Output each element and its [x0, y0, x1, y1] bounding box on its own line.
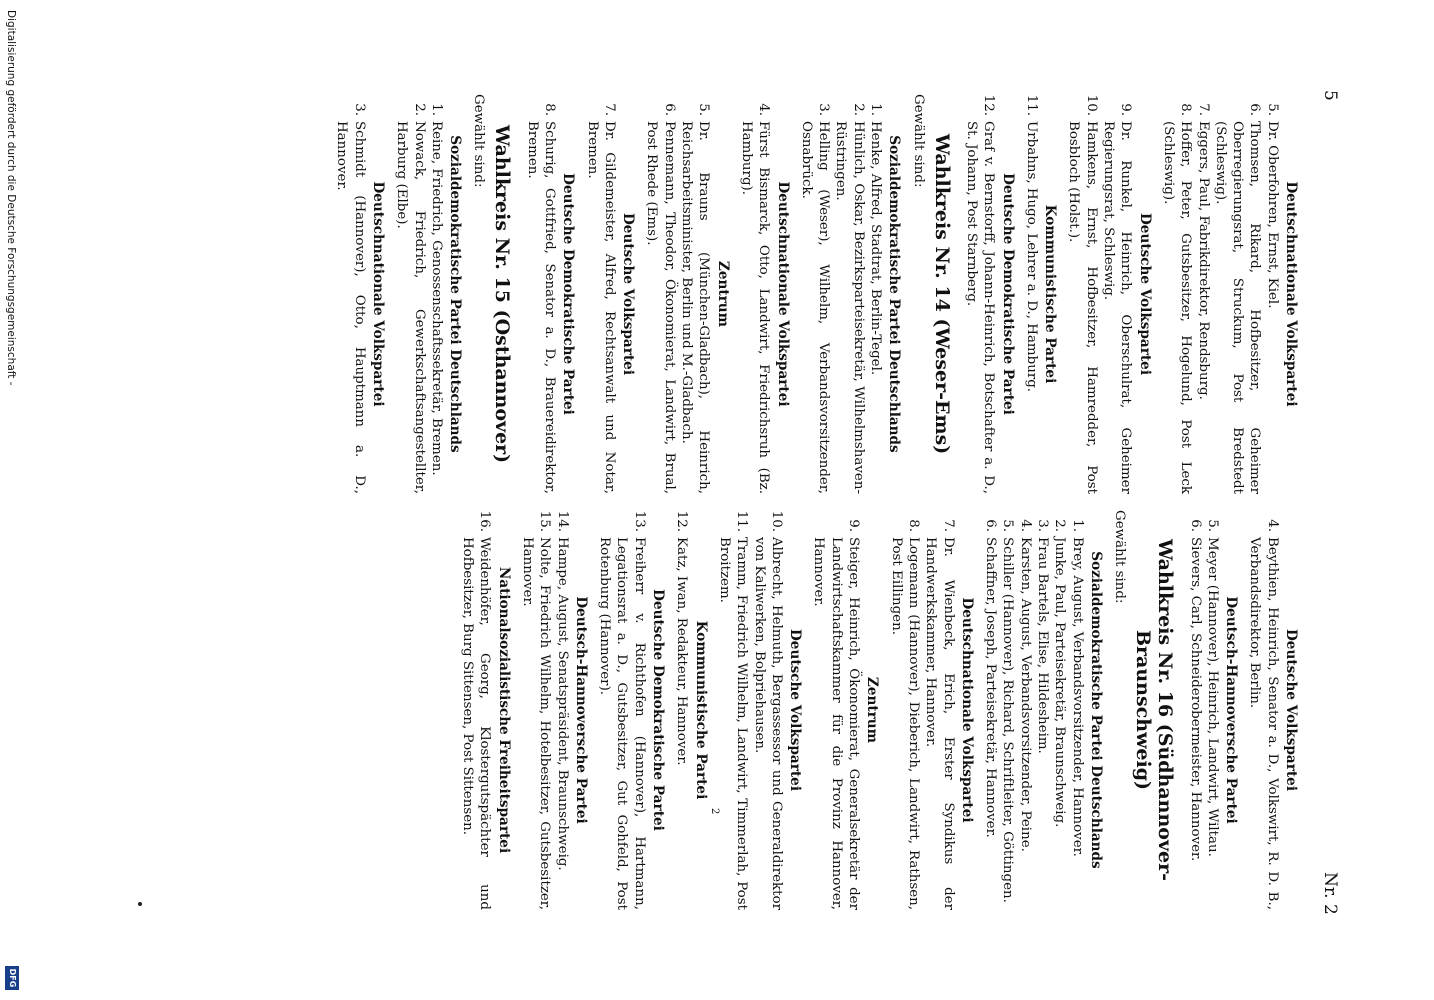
entry-number: 1.: [1069, 519, 1085, 532]
entry-number: 4.: [1264, 519, 1280, 532]
list-item: [1034, 510, 1051, 910]
list-item: [1204, 510, 1221, 910]
entry-text: Steiger, Heinrich, Ökonomierat, Generalsekretär der Landwirtschaftskammer für die Provinz Hannover, Hannover.: [811, 537, 862, 910]
party-heading: Deutsche Demokratische Partei: [999, 173, 1016, 415]
list-item: [1100, 94, 1135, 494]
digitization-note: [0, 0, 22, 1000]
list-item: [643, 94, 678, 494]
entry-number: 11.: [734, 510, 750, 532]
party-heading: Deutsch-Hannoversche Partei: [1223, 596, 1240, 824]
entry-text: Schaffner, Joseph, Parteisekretär, Hannover.: [983, 537, 999, 838]
entry-number: 3.: [816, 103, 832, 116]
entry-text: Dr. Runkel, Heinrich, Oberschulrat, Geheimer Regierungsrat, Schleswig.: [1101, 121, 1134, 494]
entry-text: Eggers, Paul, Fabrikdirektor, Rendsburg.: [1195, 121, 1211, 400]
entry-text: Katz, Iwan, Redakteur, Hannover.: [674, 537, 690, 766]
party-heading: Zentrum: [864, 676, 881, 744]
entry-number: 9.: [1118, 103, 1134, 116]
entry-number: 5.: [696, 103, 712, 116]
entry-number: 15.: [537, 510, 553, 532]
entry-number: 11.: [1023, 94, 1039, 116]
entry-number: 5.: [1000, 519, 1016, 532]
list-item: [523, 94, 558, 494]
list-item: [1051, 510, 1068, 910]
party-heading: Deutschnationale Volkspartei: [1283, 181, 1299, 407]
entry-number: 8.: [1178, 103, 1194, 116]
entry-number: 7.: [1195, 103, 1211, 116]
party-heading: Nationalsozialistische Freiheitspartei: [495, 566, 512, 854]
entry-number: 7.: [601, 103, 617, 116]
entry-number: 12.: [674, 510, 690, 532]
entry-text: Helling (Weser), Wilhelm, Verbandsvorsitzender, Osnabrück.: [798, 121, 832, 494]
list-item: [887, 510, 922, 910]
entry-text: Schiller (Hannover), Richard, Schriftleiter, Göttingen.: [1000, 537, 1016, 903]
party-heading: Zentrum: [714, 260, 731, 328]
entry-number: 1.: [868, 103, 884, 116]
list-item: [1160, 94, 1195, 494]
party-heading: Sozialdemokratische Partei Deutschlands: [1087, 551, 1104, 869]
list-item: [428, 94, 445, 494]
list-item: [596, 510, 648, 910]
entry-text: Dr. Oberfohren, Ernst, Kiel.: [1264, 121, 1280, 309]
entry-text: Hünlich, Oskar, Bezirksparteisekretär, Wilhelmshaven-Rüstringen.: [833, 121, 866, 494]
entry-number: 16.: [477, 510, 493, 532]
entry-number: 13.: [631, 510, 647, 532]
entry-text: Nolte, Friedrich Wilhelm, Hotelbesitzer, Gutsbesitzer, Hannover.: [520, 537, 553, 910]
elected-label: Gewählt sind:: [1112, 510, 1128, 604]
list-item: [1246, 510, 1281, 910]
list-item: [982, 510, 999, 910]
entry-number: 6.: [661, 103, 677, 116]
party-heading: Deutsche Volkspartei: [1283, 629, 1299, 791]
entry-text: Hampe, August, Senatspräsident, Braunschweig.: [554, 537, 570, 871]
entry-text: Sievers, Carl, Schneiderobermeister, Hannover.: [1187, 537, 1203, 862]
entry-number: 6.: [983, 519, 999, 532]
list-item: [519, 510, 554, 910]
entry-number: 2.: [850, 103, 866, 116]
list-item: [583, 94, 618, 494]
party-heading: Deutsch-Hannoversche Partei: [572, 596, 589, 824]
entry-text: Junke, Paul, Parteisekretär, Braunschweig.: [1052, 537, 1068, 828]
elected-label: Gewählt sind:: [910, 94, 926, 188]
list-item: [832, 94, 867, 494]
entry-number: 5.: [1204, 519, 1220, 532]
list-item: [750, 510, 785, 910]
entry-text: Thomsen, Rikard, Hofbesitzer, Geheimer Oberregierungsrat, Struckum, Post Bredstedt (Schleswig).: [1212, 121, 1263, 494]
list-item: [867, 94, 884, 494]
entry-number: 1.: [428, 103, 444, 116]
speck-mark: [138, 902, 142, 906]
entry-number: 5.: [1264, 103, 1280, 116]
list-item: [678, 94, 713, 494]
list-item: [963, 94, 998, 494]
entry-text: Dr. Gildemeister, Alfred, Rechtsanwalt und Notar, Bremen.: [584, 121, 617, 494]
list-item: [1068, 510, 1085, 910]
entry-text: Frau Bartels, Elise, Hildesheim.: [1035, 537, 1051, 754]
party-heading: Deutsche Volkspartei: [787, 629, 804, 791]
list-item: [1016, 510, 1033, 910]
entry-number: 7.: [940, 519, 956, 532]
entry-number: 10.: [1083, 94, 1099, 116]
entry-text: Urbahns, Hugo, Lehrer a. D., Hamburg.: [1023, 121, 1039, 393]
entry-text: Albrecht, Helmuth, Bergassessor und Generaldirektor von Kaliwerken, Bolpriehausen.: [751, 537, 784, 910]
list-item: [553, 510, 570, 910]
footer-page-number: 2: [709, 808, 720, 815]
list-item: [1065, 94, 1100, 494]
list-item: [333, 94, 368, 494]
entry-text: Schmidt (Hannover), Otto, Hauptmann a. D., Hannover.: [334, 121, 367, 494]
list-item: [922, 510, 957, 910]
wahlkreis-heading: Wahlkreis Nr. 16 (Südhannover-Braunschweig): [1132, 539, 1177, 881]
entry-number: 9.: [846, 519, 862, 532]
entry-number: 6.: [1187, 519, 1203, 532]
entry-text: Dr. Brauns (München-Gladbach), Heinrich, Reichsarbeitsminister, Berlin und M.-Gladbach.: [679, 121, 712, 494]
entry-text: Weidenhöfer, Georg, Klostergutspächter und Hofbesitzer, Burg Sittensen, Post Sittensen.: [460, 537, 493, 910]
right-column: [459, 510, 1306, 910]
entry-text: Dr. Wienbeck, Erich, Erster Syndikus der Handwerkskammer, Hannover.: [923, 537, 956, 910]
entry-number: 8.: [905, 519, 921, 532]
entry-text: Nowack, Friedrich, Gewerkschaftsangestellter, Harburg (Elbe).: [394, 121, 427, 494]
entry-text: Fürst Bismarck, Otto, Landwirt, Friedrichsruh (Bz. Hamburg).: [738, 121, 772, 494]
list-item: [673, 510, 690, 910]
entry-number: 10.: [768, 510, 784, 532]
entry-number: 4.: [1017, 519, 1033, 532]
entry-number: 3.: [1035, 519, 1051, 532]
wahlkreis-heading: Wahlkreis Nr. 14 (Weser-Ems): [930, 133, 953, 455]
digitization-note-text: Digitalisierung gefördert durch die Deutsche Forschungsgemeinschaft -: [5, 10, 17, 386]
list-item: [393, 94, 428, 494]
entry-text: Meyer (Hannover), Heinrich, Landwirt, Wiltau.: [1204, 537, 1220, 857]
party-heading: Kommunistische Partei: [1042, 204, 1059, 384]
issue-number-header: Nr. 2: [1320, 872, 1340, 915]
dfg-logo: DFG: [5, 966, 19, 990]
party-heading: Deutsche Demokratische Partei: [560, 173, 577, 415]
entry-text: Pennemann, Theodor, Ökonomierat, Landwirt, Brual, Post Rhede (Ems).: [644, 121, 677, 494]
party-heading: Deutsche Volkspartei: [620, 213, 637, 375]
entry-text: Reine, Friedrich, Genossenschaftssekretär, Bremen.: [428, 121, 444, 476]
party-heading: Sozialdemokratische Partei Deutschlands: [886, 135, 903, 453]
list-item: [810, 510, 862, 910]
entry-text: Graf v. Bernstorff, Johann-Heinrich, Botschafter a. D., St. Johann, Post Starnberg.: [963, 121, 997, 494]
list-item: [999, 510, 1016, 910]
list-item: [1023, 94, 1040, 494]
entry-text: Logemann (Hannover), Dieberich, Landwirt, Rathsen, Post Eillingen.: [888, 537, 921, 910]
entry-text: Hoffer, Peter, Gutsbesitzer, Hogelund, Post Leck (Schleswig).: [1160, 121, 1194, 494]
party-heading: Sozialdemokratische Partei Deutschlands: [447, 135, 464, 453]
party-heading: Deutschnationale Volkspartei: [774, 181, 791, 407]
list-item: [459, 510, 494, 910]
entry-number: 12.: [981, 94, 997, 116]
elected-label: Gewählt sind:: [471, 94, 487, 188]
entry-number: 3.: [351, 103, 367, 116]
party-heading: Deutsche Demokratische Partei: [650, 589, 667, 831]
list-item: [1263, 94, 1280, 494]
entry-number: 2.: [411, 103, 427, 116]
list-item: [1194, 94, 1211, 494]
entry-text: Schurig, Gottfried, Senator a. D., Brauereidirektor, Bremen.: [524, 121, 558, 494]
entry-text: Beythien, Heinrich, Senator a. D., Volkswirt, R. D. B., Verbandsdirektor, Berlin.: [1247, 537, 1280, 910]
left-column: [333, 94, 1306, 494]
list-item: [798, 94, 833, 494]
list-item: [1212, 94, 1264, 494]
entry-text: Karsten, August, Verbandsvorsitzender, Peine.: [1017, 537, 1033, 852]
entry-number: 8.: [542, 103, 558, 116]
page-number-header: 5: [1320, 90, 1340, 101]
list-item: [1186, 510, 1203, 910]
entry-text: Hamkens, Ernst, Hofbesitzer, Hamredder, Post Bosbloch (Holst.).: [1066, 121, 1099, 494]
entry-number: 2.: [1052, 519, 1068, 532]
entry-text: Henke, Alfred, Stadtrat, Berlin-Tegel.: [868, 121, 884, 376]
entry-text: Tramm, Friedrich Wilhelm, Landwirt, Timmerlah, Post Broitzem.: [716, 537, 750, 910]
entry-text: Brey, August, Verbandsvorsitzender, Hannover.: [1069, 537, 1085, 857]
list-item: [716, 510, 751, 910]
entry-number: 14.: [554, 510, 570, 532]
party-heading: Deutschnationale Volkspartei: [958, 597, 975, 823]
wahlkreis-heading: Wahlkreis Nr. 15 (Osthannover): [491, 124, 514, 464]
party-heading: Deutsche Volkspartei: [1136, 213, 1153, 375]
entry-number: 4.: [756, 103, 772, 116]
entry-number: 6.: [1247, 103, 1263, 116]
party-heading: Deutschnationale Volkspartei: [369, 181, 386, 407]
party-heading: Kommunistische Partei: [692, 620, 709, 800]
list-item: [738, 94, 773, 494]
entry-text: Freiherr v. Richthofen (Hannover), Hartmann, Legationsrat a. D., Gutsbesitzer, Gut Gohfeld, Post Rotenburg (Hannover).: [597, 537, 647, 910]
